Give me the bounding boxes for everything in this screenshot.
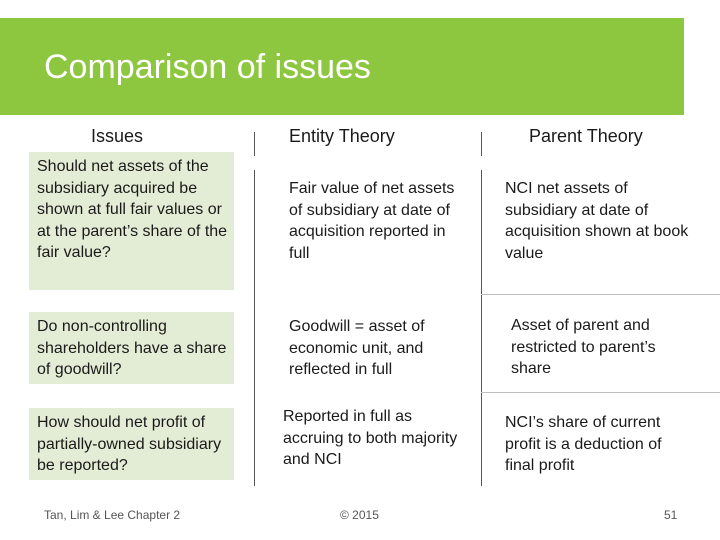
parent-cell-3: NCI’s share of current profit is a deduction of final profit	[505, 414, 662, 474]
row-separator-2	[481, 392, 720, 393]
issue-cell-1: Should net assets of the subsidiary acquired be shown at full fair values or at the parent’s share of the fair value?	[29, 152, 234, 290]
header-entity-theory: Entity Theory	[289, 126, 395, 146]
entity-cell-2: Goodwill = asset of economic unit, and reflected in full	[289, 318, 425, 378]
slide-title: Comparison of issues	[44, 48, 371, 86]
entity-cell-1: Fair value of net assets of subsidiary at date of acquisition reported in full	[289, 180, 455, 262]
divider-col-2	[481, 170, 482, 486]
header-parent-theory: Parent Theory	[529, 126, 643, 146]
parent-cell-2: Asset of parent and restricted to parent’s share	[511, 317, 656, 377]
divider-col-1	[254, 170, 255, 486]
header-issues: Issues	[91, 126, 144, 146]
footer-author: Tan, Lim & Lee Chapter 2	[44, 508, 181, 522]
parent-cell-1: NCI net assets of subsidiary at date of acquisition shown at book value	[505, 180, 689, 262]
issue-cell-2: Do non-controlling shareholders have a share of goodwill?	[29, 312, 234, 384]
footer-page-number: 51	[664, 508, 678, 522]
divider-top-2	[481, 132, 482, 156]
issue-cell-3: How should net profit of partially-owned subsidiary be reported?	[29, 408, 234, 480]
row-separator-1	[481, 294, 720, 295]
footer-copyright: © 2015	[340, 508, 379, 522]
entity-cell-3: Reported in full as accruing to both majority and NCI	[283, 408, 458, 468]
divider-top-1	[254, 132, 255, 156]
